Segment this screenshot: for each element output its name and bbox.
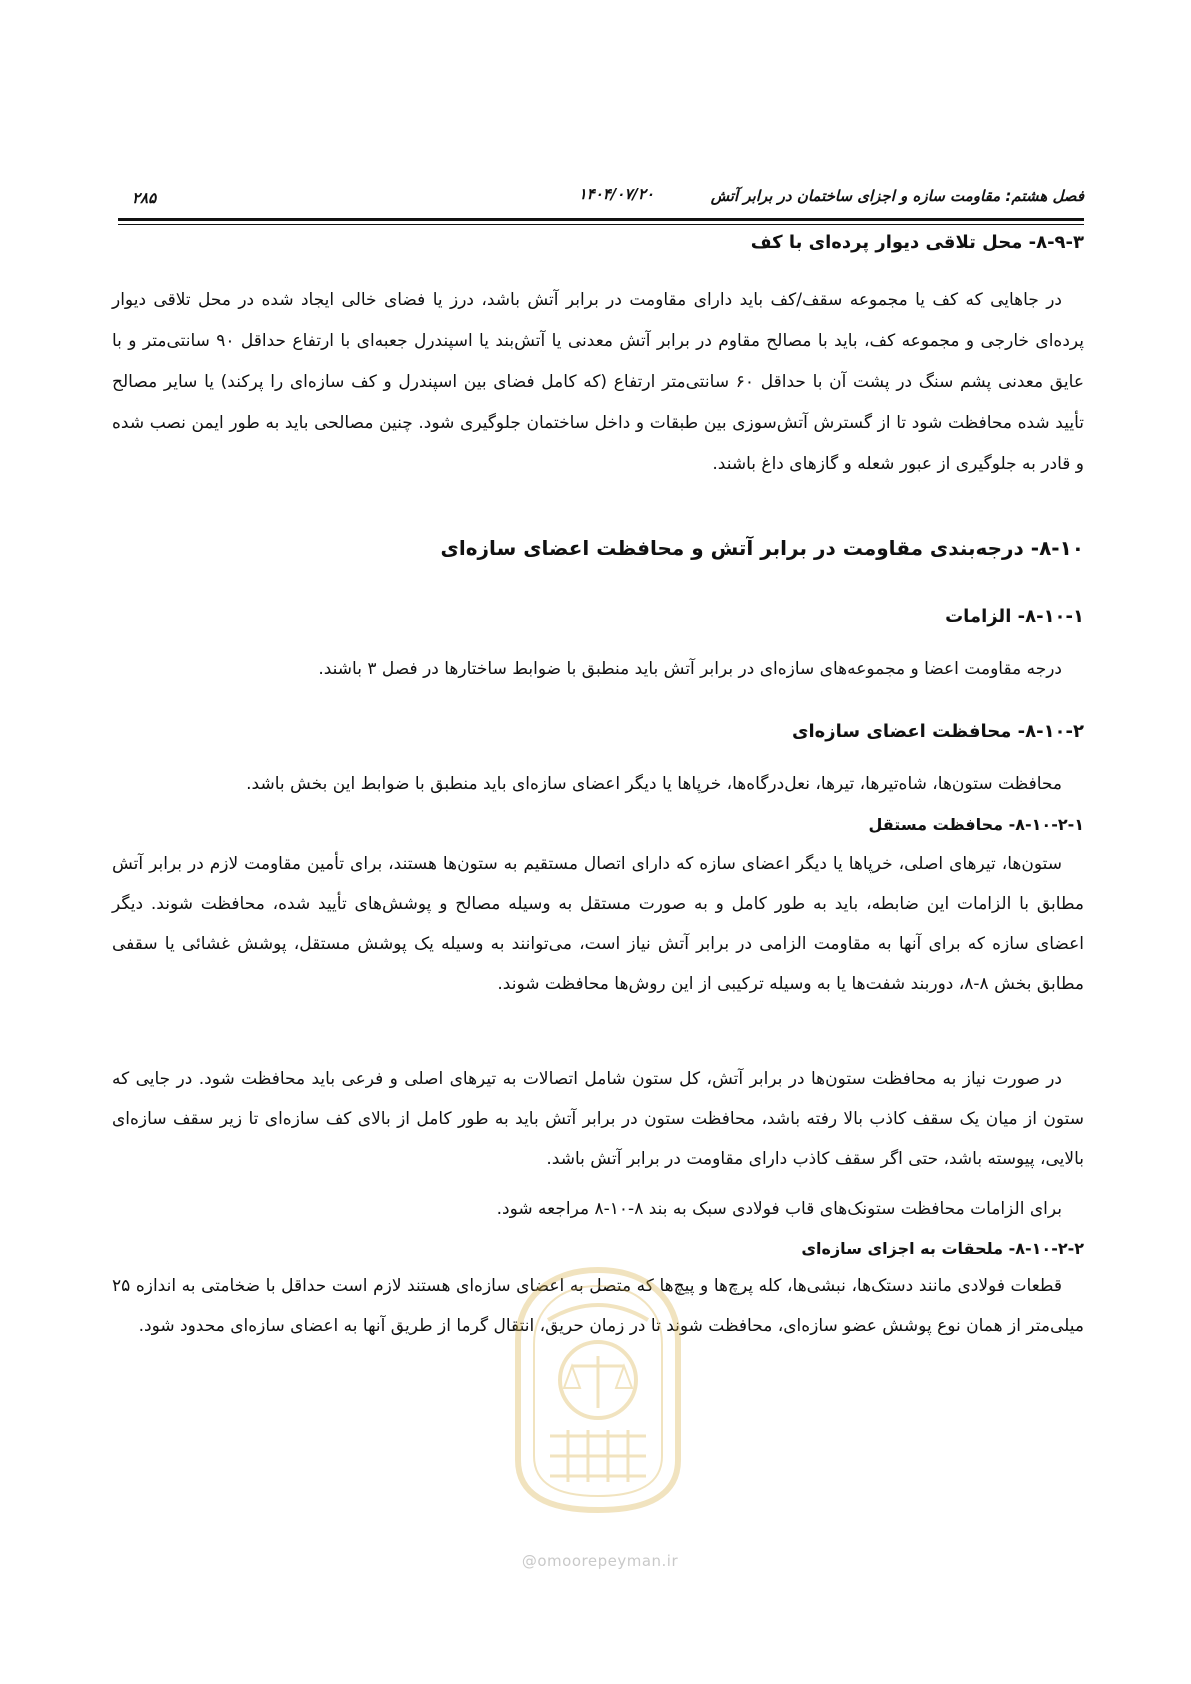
section-heading-8-10-1: ۸-۱۰-۱- الزامات bbox=[945, 606, 1084, 627]
section-heading-8-10-2-2: ۸-۱۰-۲-۲- ملحقات به اجزای سازه‌ای bbox=[801, 1239, 1084, 1258]
section-paragraph-8-10-2-1-a: ستون‌ها، تیرهای اصلی، خرپاها یا دیگر اعضای سازه که دارای اتصال مستقیم به ستون‌ها هستند، برای تأمین مقاومت لازم در برابر آتش مطابق با الزامات این ضابطه، باید به طور کامل و به صورت مستقل به وسیله مصالح و پوشش‌های تأیید شده، محافظت شوند. دیگر اعضای سازه که برای آنها به مقاومت الزامی در برابر آتش نیاز است، می‌توانند به وسیله یک پوشش مستقل، پوشش غشائی یا سقفی مطابق بخش ۸-۸، دوربند شفت‌ها یا به وسیله ترکیبی از این روش‌ها محافظت شوند. bbox=[112, 854, 1084, 994]
chapter-title: فصل هشتم: مقاومت سازه و اجزای ساختمان در برابر آتش bbox=[710, 187, 1084, 205]
section-paragraph-8-10-2-1-b: در صورت نیاز به محافظت ستون‌ها در برابر آتش، کل ستون شامل اتصالات به تیرهای اصلی و فرعی باید محافظت شود. در جایی که ستون از میان یک سقف کاذب بالا رفته باشد، محافظت ستون در برابر آتش باید به طور کامل از بالای کف سازه‌ای تا زیر سقف سازه‌ای بالایی، پیوسته باشد، حتی اگر سقف کاذب دارای مقاومت در برابر آتش باشد. bbox=[112, 1069, 1084, 1169]
header-rule-thin bbox=[118, 224, 1084, 225]
header-date: ۱۴۰۴/۰۷/۲۰ bbox=[578, 185, 654, 203]
page-number: ۲۸۵ bbox=[132, 189, 157, 207]
section-heading-8-10: ۸-۱۰- درجه‌بندی مقاومت در برابر آتش و محافظت اعضای سازه‌ای bbox=[440, 536, 1084, 560]
page-header bbox=[118, 183, 1084, 213]
section-paragraph-8-10-2-2: قطعات فولادی مانند دستک‌ها، نبشی‌ها، کله پرچ‌ها و پیچ‌ها که متصل به اعضای سازه‌ای هستند لازم است حداقل با ضخامتی به اندازه ۲۵ میلی‌متر از همان نوع پوشش عضو سازه‌ای، محافظت شوند تا در زمان حریق، انتقال گرما از طریق آنها به اعضای سازه‌ای محدود شود. bbox=[112, 1276, 1084, 1336]
section-paragraph-8-10-1: درجه مقاومت اعضا و مجموعه‌های سازه‌ای در برابر آتش باید منطبق با ضوابط ساختارها در فصل ۳ باشند. bbox=[318, 659, 1062, 679]
section-heading-8-10-2: ۸-۱۰-۲- محافظت اعضای سازه‌ای bbox=[792, 721, 1084, 742]
section-heading-8-9-3: ۸-۹-۳- محل تلاقی دیوار پرده‌ای با کف bbox=[750, 232, 1084, 253]
section-heading-8-10-2-1: ۸-۱۰-۲-۱- محافظت مستقل bbox=[868, 815, 1084, 834]
section-paragraph-8-9-3: در جاهایی که کف یا مجموعه سقف/کف باید دارای مقاومت در برابر آتش باشد، درز یا فضای خالی ایجاد شده در محل تلاقی دیوار پرده‌ای خارجی و مجموعه کف، باید با مصالح مقاوم در برابر آتش معدنی یا آتش‌بند یا اسپندرل جعبه‌ای با ارتفاع حداقل ۹۰ سانتی‌متر و با عایق معدنی پشم سنگ در پشت آن با حداقل ۶۰ سانتی‌متر ارتفاع (که کامل فضای بین اسپندرل و کف سازه‌ای را پرکند) یا سایر مصالح تأیید شده محافظت شود تا از گسترش آتش‌سوزی بین طبقات و داخل ساختمان جلوگیری شود. چنین مصالحی باید به طور ایمن نصب شده و قادر به جلوگیری از عبور شعله و گازهای داغ باشند. bbox=[112, 290, 1085, 474]
section-paragraph-8-10-2: محافظت ستون‌ها، شاه‌تیرها، تیرها، نعل‌درگاه‌ها، خرپاها یا دیگر اعضای سازه‌ای باید منطبق با ضوابط این بخش باشد. bbox=[246, 774, 1062, 794]
watermark-text: @omoorepeyman.ir bbox=[521, 1552, 679, 1570]
section-paragraph-8-10-2-1-c: برای الزامات محافظت ستونک‌های قاب فولادی سبک به بند ۸-۱۰-۸ مراجعه شود. bbox=[496, 1199, 1062, 1219]
watermark-seal-icon bbox=[488, 1260, 708, 1520]
header-rule-thick bbox=[118, 218, 1084, 221]
